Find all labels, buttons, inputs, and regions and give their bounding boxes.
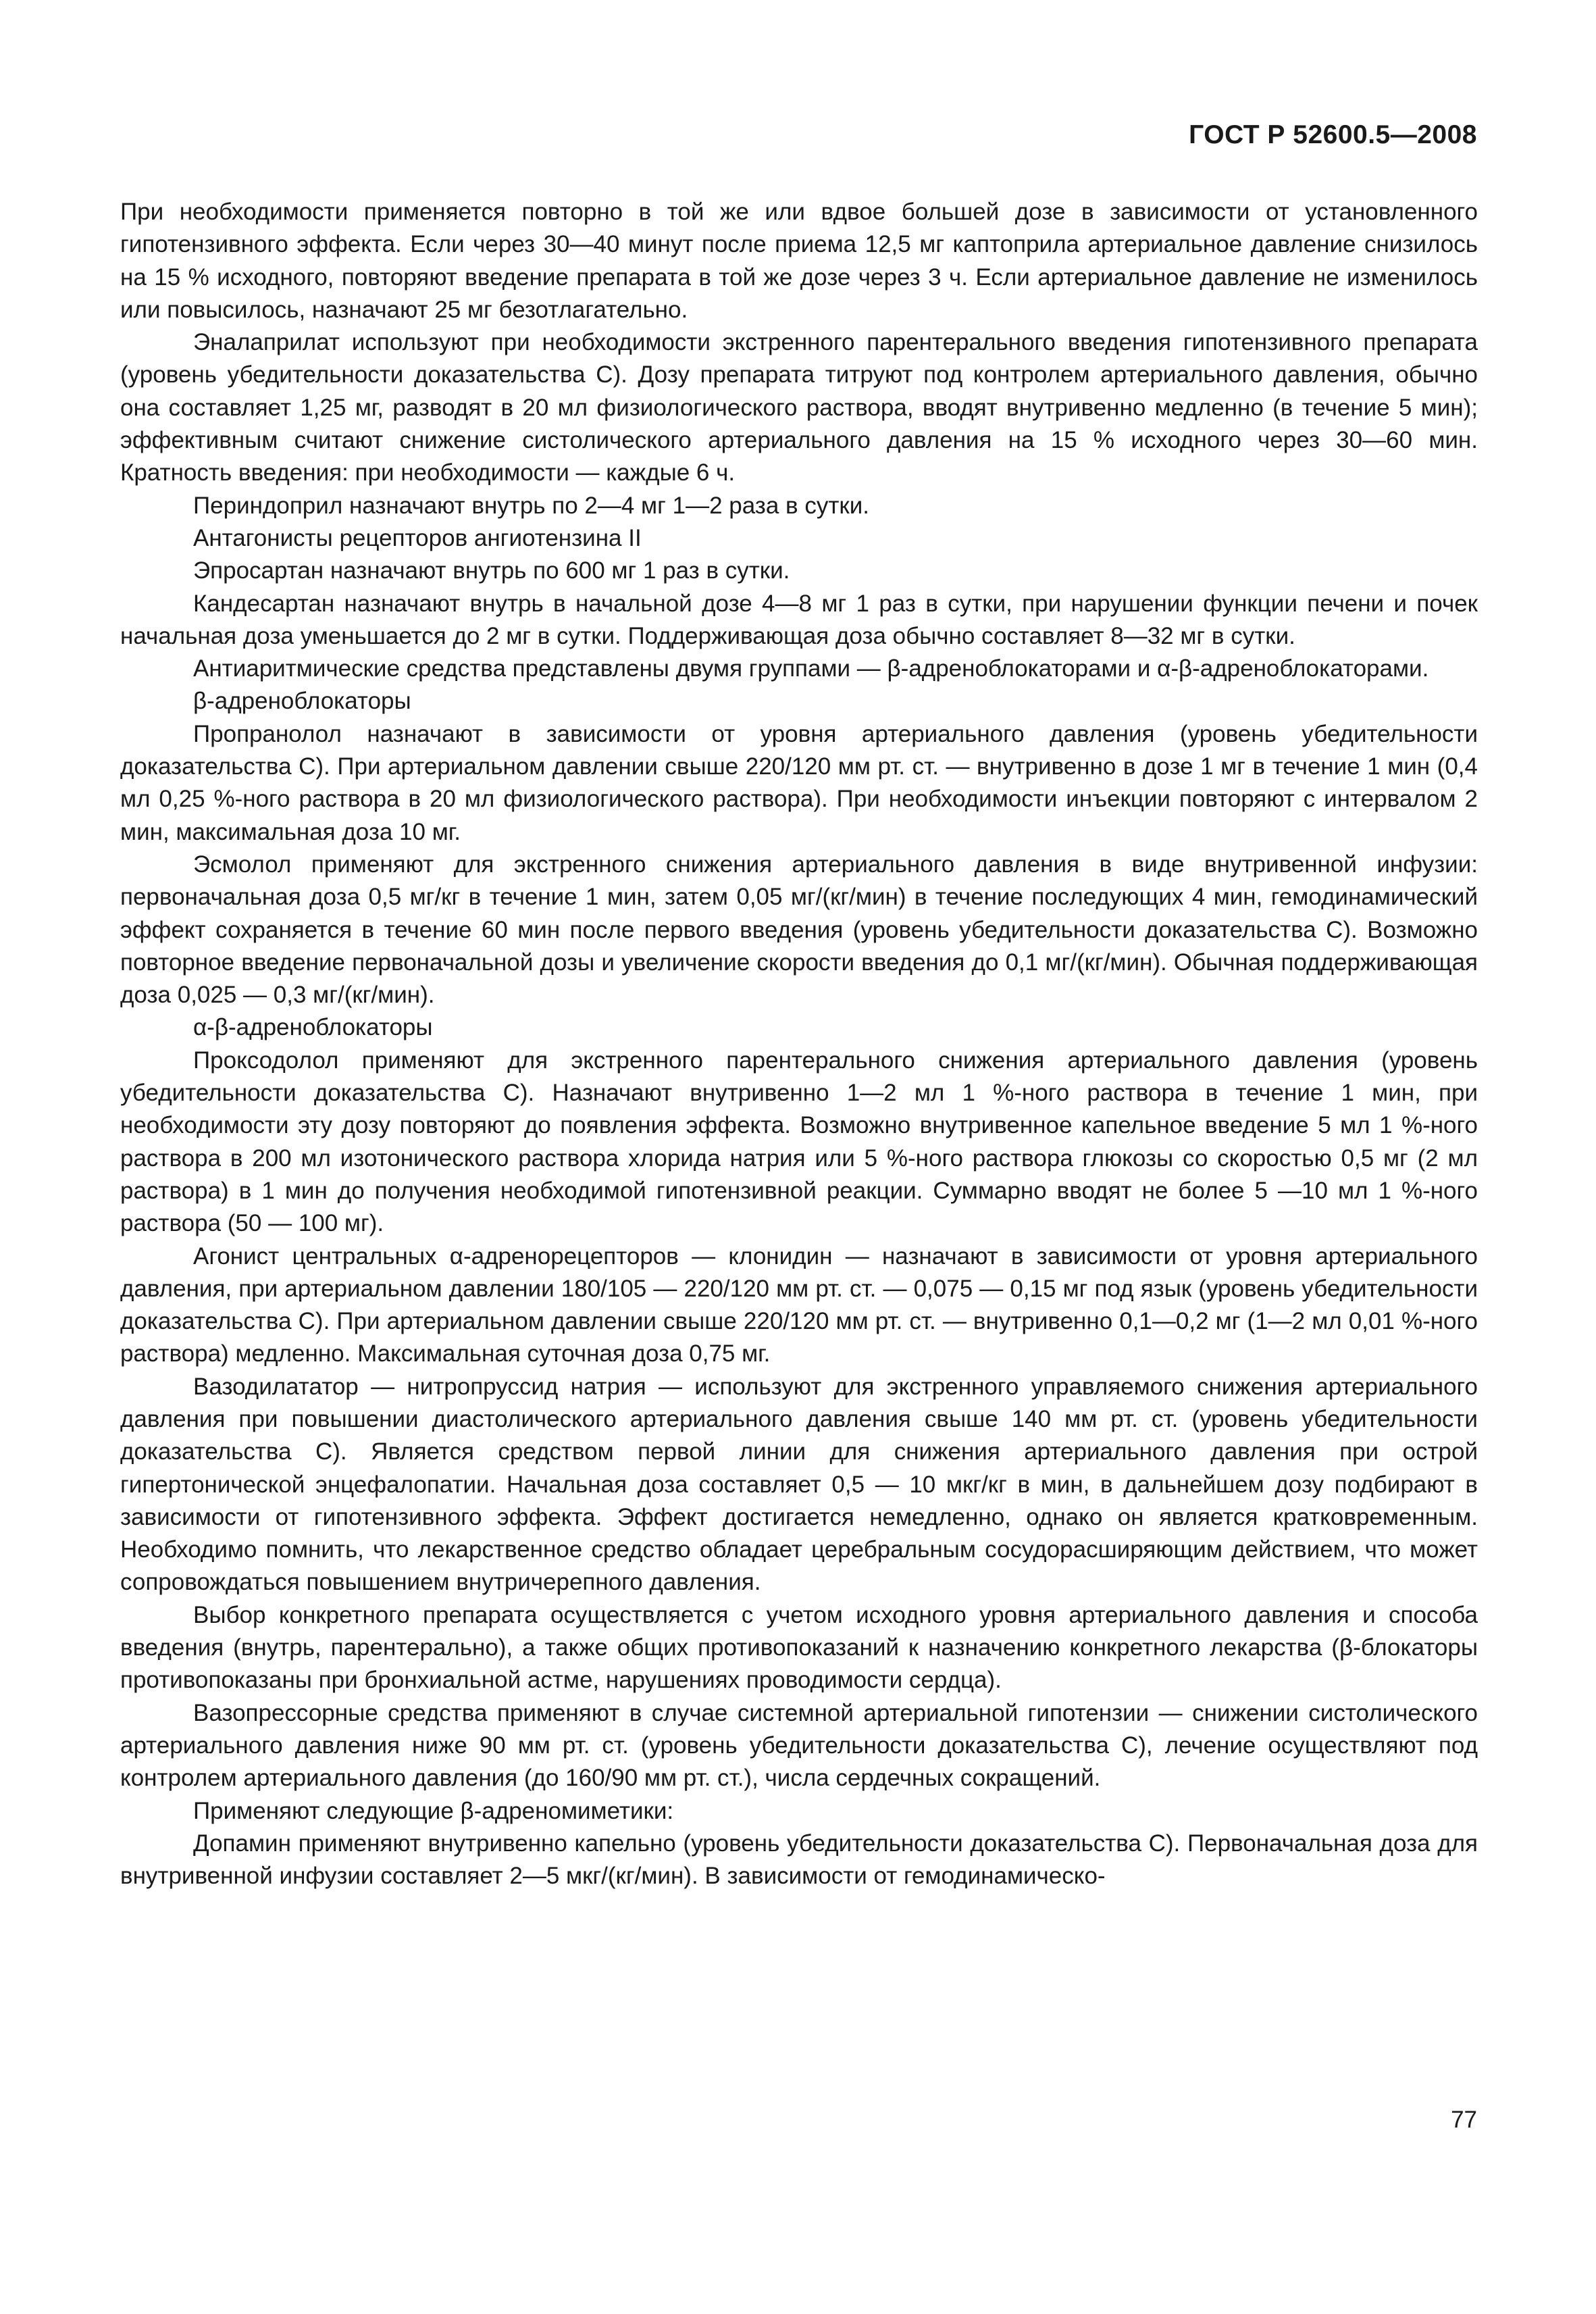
paragraph-eprosartan: Эпросартан назначают внутрь по 600 мг 1 раз в сутки. — [193, 557, 790, 584]
paragraph-clonidine: Агонист центральных α-адренорецепторов — клонидин — назначают в зависимости от уровня артериального давления, при артериальном давлении 180/105 — 220/120 мм рт. ст. — 0,075 — 0,15 мг под язык (уровень убедительности доказательства С). При артериальном давлении свыше 220/120 мм рт. ст. — внутривенно 0,1—0,2 мг (1—2 мл 0,01 %-ного раствора) медленно. Максимальная суточная доза 0,75 мг. — [120, 1242, 1478, 1367]
paragraph-nitroprusside: Вазодилататор — нитропруссид натрия — используют для экстренного управляемого снижения артериального давления при повышении диастолического артериального давления свыше 140 мм рт. ст. (уровень убедительности доказательства С). Является средством первой линии для снижения артериального давления при острой гипертонической энцефалопатии. Начальная доза составляет 0,5 — 10 мкг/кг в мин, в дальнейшем дозу подбирают в зависимости от гипотензивного эффекта. Эффект достигается немедленно, однако он является кратковременным. Необходимо помнить, что лекарственное средство обладает церебральным сосудорасширяющим действием, что может сопровождаться повышением внутричерепного давления. — [120, 1373, 1478, 1596]
paragraph-drug-choice: Выбор конкретного препарата осуществляется с учетом исходного уровня артериального давления и способа введения (внутрь, парентерально), а также общих противопоказаний к назначению конкретного лекарства (β-блокаторы противопоказаны при бронхиальной астме, нарушениях проводимости сердца). — [120, 1601, 1478, 1694]
subheading-angiotensin-antagonists: Антагонисты рецепторов ангиотензина II — [193, 524, 642, 551]
paragraph-propranolol: Пропранолол назначают в зависимости от уровня артериального давления (уровень убедительности доказательства С). При артериальном давлении свыше 220/120 мм рт. ст. — внутривенно в дозе 1 мг в течение 1 мин (0,4 мл 0,25 %-ного раствора в 20 мл физиологического раствора). При необходимости инъекции повторяют с интервалом 2 мин, максимальная доза 10 мг. — [120, 720, 1478, 845]
subheading-beta-blockers: β-адреноблокаторы — [193, 688, 411, 715]
paragraph-candesartan: Кандесартан назначают внутрь в начальной дозе 4—8 мг 1 раз в сутки, при нарушении функции печени и почек начальная доза уменьшается до 2 мг в сутки. Поддерживающая доза обычно составляет 8—32 мг в сутки. — [120, 590, 1478, 649]
page-number: 77 — [1451, 2107, 1477, 2133]
subheading-alpha-beta-blockers: α-β-адреноблокаторы — [193, 1014, 433, 1041]
paragraph-esmolol: Эсмолол применяют для экстренного снижения артериального давления в виде внутривенной инфузии: первоначальная доза 0,5 мг/кг в течение 1 мин, затем 0,05 мг/(кг/мин) в течение последующих 4 мин, гемодинамический эффект сохраняется в течение 60 мин после первого введения (уровень убедительности доказательства С). Возможно повторное введение первоначальной дозы и увеличение скорости введения до 0,1 мг/(кг/мин). Обычная поддерживающая доза 0,025 — 0,3 мг/(кг/мин). — [120, 851, 1478, 1009]
paragraph-dopamine: Допамин применяют внутривенно капельно (уровень убедительности доказательства С). Первоначальная доза для внутривенной инфузии составляет 2—5 мкг/(кг/мин). В зависимости от гемодинамическо- — [120, 1830, 1478, 1890]
document-body — [120, 196, 1478, 1892]
document-code-header: ГОСТ Р 52600.5—2008 — [1189, 120, 1477, 149]
paragraph-vasopressors: Вазопрессорные средства применяют в случае системной артериальной гипотензии — снижении систолического артериального давления ниже 90 мм рт. ст. (уровень убедительности доказательства С), лечение осуществляют под контролем артериального давления (до 160/90 мм рт. ст.), числа сердечных сокращений. — [120, 1699, 1478, 1792]
paragraph-enalaprilat: Эналаприлат используют при необходимости экстренного парентерального введения гипотензивного препарата (уровень убедительности доказательства С). Дозу препарата титруют под контролем артериального давления, обычно она составляет 1,25 мг, разводят в 20 мл физиологического раствора, вводят внутривенно медленно (в течение 5 мин); эффективным считают снижение систолического артериального давления на 15 % исходного через 30—60 мин. Кратность введения: при необходимости — каждые 6 ч. — [120, 329, 1478, 486]
paragraph-proxodolol: Проксодолол применяют для экстренного парентерального снижения артериального давления (уровень убедительности доказательства С). Назначают внутривенно 1—2 мл 1 %-ного раствора в течение 1 мин, при необходимости эту дозу повторяют до появления эффекта. Возможно внутривенное капельное введение 5 мл 1 %-ного раствора в 200 мл изотонического раствора хлорида натрия или 5 %-ного раствора глюкозы со скоростью 0,5 мг (2 мл раствора) в 1 мин до получения необходимой гипотензивной реакции. Суммарно вводят не более 5 —10 мл 1 %-ного раствора (50 — 100 мг). — [120, 1047, 1478, 1237]
paragraph-beta-mimetics: Применяют следующие β-адреномиметики: — [193, 1797, 674, 1824]
paragraph-antiarrhythmic: Антиаритмические средства представлены двумя группами — β-адреноблокаторами и α-β-адреноблокаторами. — [193, 655, 1429, 682]
paragraph-perindopril: Периндоприл назначают внутрь по 2—4 мг 1—2 раза в сутки. — [193, 492, 869, 519]
paragraph-captopril-repeat: При необходимости применяется повторно в той же или вдвое большей дозе в зависимости от установленного гипотензивного эффекта. Если через 30—40 минут после приема 12,5 мг каптоприла артериальное давление снизилось на 15 % исходного, повторяют введение препарата в той же дозе через 3 ч. Если артериальное давление не изменилось или повысилось, назначают 25 мг безотлагательно. — [120, 199, 1478, 323]
